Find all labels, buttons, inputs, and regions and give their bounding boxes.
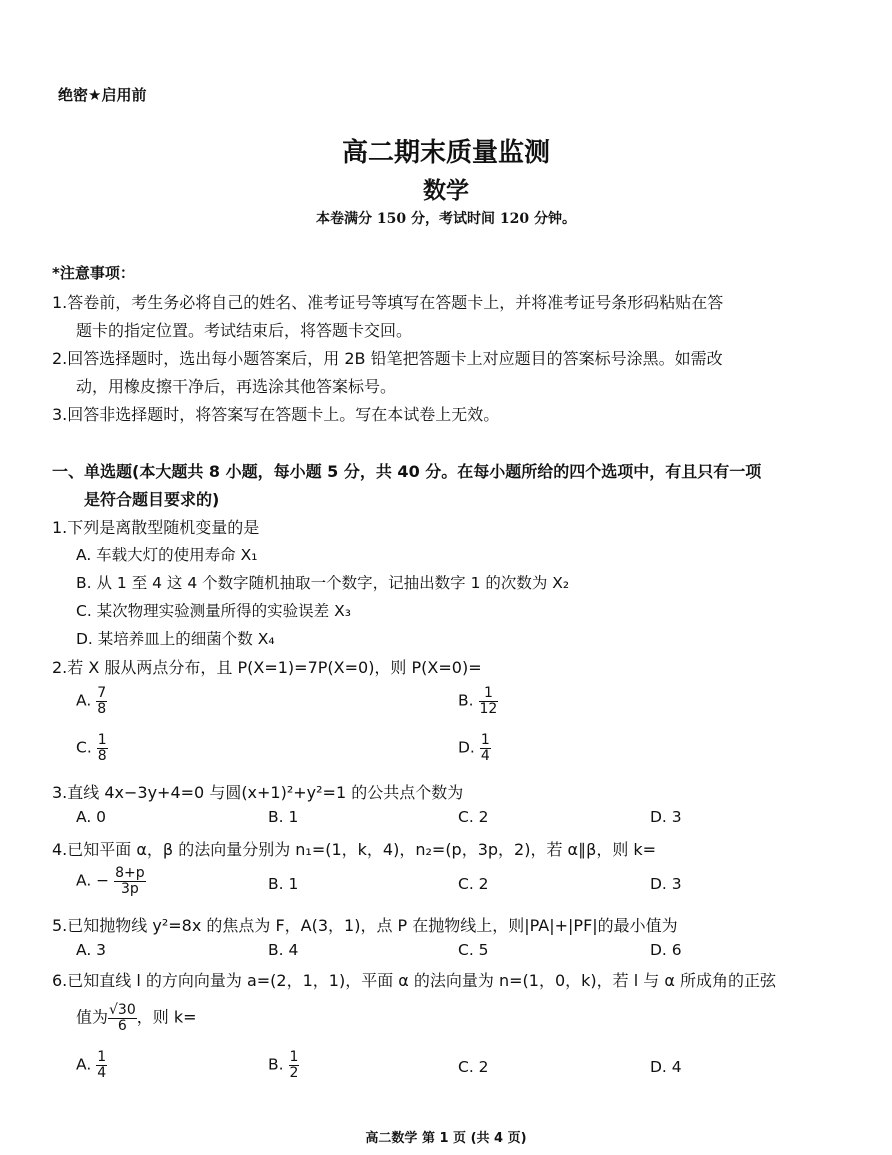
option-label: A. — [76, 1055, 92, 1074]
q5-option-c: C. 5 — [458, 941, 489, 959]
q5-option-d: D. 6 — [650, 941, 682, 959]
numerator: 1 — [479, 686, 499, 702]
note-line: 题卡的指定位置。考试结束后，将答题卡交回。 — [76, 321, 413, 340]
numerator: 7 — [97, 685, 107, 701]
note-line: 1.答卷前，考生务必将自己的姓名、准考证号等填写在答题卡上，并将准考证号条形码粘贴在答 — [52, 293, 724, 312]
fraction — [96, 1050, 107, 1080]
q1-option-b: B. 从 1 至 4 这 4 个数字随机抽取一个数字，记抽出数字 1 的次数为 X₂ — [76, 574, 570, 592]
q3-option-b: B. 1 — [268, 808, 299, 826]
option-label: A. − — [76, 871, 110, 890]
q5-option-a: A. 3 — [76, 941, 107, 959]
confidential-label: 绝密★启用前 — [58, 86, 147, 104]
q2-option-b — [458, 686, 498, 716]
q6-option-a — [76, 1050, 107, 1080]
denominator: 8 — [97, 747, 107, 764]
note-line: 2.回答选择题时，选出每小题答案后，用 2B 铅笔把答题卡上对应题目的答案标号涂黑。如需改 — [52, 349, 723, 368]
denominator: 8 — [97, 700, 107, 717]
note-line: 动，用橡皮擦干净后，再选涂其他答案标号。 — [76, 377, 397, 396]
question-2-stem: 2.若 X 服从两点分布，且 P(X=1)=7P(X=0)，则 P(X=0)= — [52, 658, 482, 677]
page-title: 高二期末质量监测 — [341, 138, 550, 168]
stem-text: 值为 — [76, 1007, 109, 1027]
numerator: 1 — [289, 1049, 299, 1065]
q2-option-c — [76, 733, 108, 763]
fraction — [114, 866, 146, 896]
q4-option-d: D. 3 — [650, 875, 682, 893]
q3-option-d: D. 3 — [650, 808, 682, 826]
section-heading-cont: 是符合题目要求的) — [84, 490, 220, 509]
fraction — [108, 1003, 137, 1033]
option-label: B. — [268, 1055, 284, 1074]
question-6-stem-cont — [76, 1003, 197, 1033]
q2-option-d — [458, 733, 491, 763]
q4-option-c: C. 2 — [458, 875, 489, 893]
q6-option-d: D. 4 — [650, 1058, 682, 1076]
denominator: 4 — [480, 747, 490, 764]
note-line: 3.回答非选择题时，将答案写在答题卡上。写在本试卷上无效。 — [52, 405, 500, 424]
q1-option-c: C. 某次物理实验测量所得的实验误差 X₃ — [76, 602, 351, 620]
numerator: 1 — [97, 1049, 107, 1065]
denominator: 4 — [97, 1064, 107, 1081]
q3-option-a: A. 0 — [76, 808, 107, 826]
numerator: 1 — [97, 732, 107, 748]
fraction — [480, 733, 491, 763]
q4-option-a — [76, 866, 146, 896]
denominator: 12 — [479, 700, 498, 717]
page-footer: 高二数学 第 1 页 (共 4 页) — [365, 1131, 527, 1146]
option-label: B. — [458, 691, 474, 710]
denominator: 6 — [117, 1017, 127, 1034]
notes-heading: *注意事项： — [52, 264, 135, 282]
option-label: D. — [458, 738, 475, 757]
question-5-stem: 5.已知抛物线 y²=8x 的焦点为 F，A(3，1)，点 P 在抛物线上，则|PA|+|PF|的最小值为 — [52, 916, 678, 935]
q6-option-c: C. 2 — [458, 1058, 489, 1076]
q6-option-b — [268, 1050, 299, 1080]
numerator: √30 — [109, 1002, 136, 1018]
q1-option-d: D. 某培养皿上的细菌个数 X₄ — [76, 630, 275, 648]
denominator: 2 — [289, 1064, 299, 1081]
question-6-stem: 6.已知直线 l 的方向向量为 a=(2，1，1)，平面 α 的法向量为 n=(1，0，k)，若 l 与 α 所成角的正弦 — [52, 971, 777, 990]
q3-option-c: C. 2 — [458, 808, 489, 826]
stem-text: ，则 k= — [136, 1007, 197, 1027]
question-3-stem: 3.直线 4x−3y+4=0 与圆(x+1)²+y²=1 的公共点个数为 — [52, 783, 464, 802]
q1-option-a: A. 车载大灯的使用寿命 X₁ — [76, 546, 258, 564]
q4-option-b: B. 1 — [268, 875, 299, 893]
question-4-stem: 4.已知平面 α，β 的法向量分别为 n₁=(1，k，4)，n₂=(p，3p，2)，若 α∥β，则 k= — [52, 840, 657, 859]
fraction — [289, 1050, 300, 1080]
option-label: C. — [76, 738, 92, 757]
q2-option-a — [76, 686, 107, 716]
denominator: 3p — [120, 880, 139, 897]
fraction — [96, 686, 107, 716]
subject-title: 数学 — [423, 177, 469, 204]
option-label: A. — [76, 691, 92, 710]
question-1-stem: 1.下列是离散型随机变量的是 — [52, 518, 260, 537]
fraction — [479, 686, 499, 716]
numerator: 1 — [480, 732, 490, 748]
exam-info: 本卷满分 150 分，考试时间 120 分钟。 — [316, 211, 576, 227]
q5-option-b: B. 4 — [268, 941, 299, 959]
fraction — [97, 733, 108, 763]
section-heading: 一、单选题(本大题共 8 小题，每小题 5 分，共 40 分。在每小题所给的四个选项中，有且只有一项 — [52, 462, 762, 481]
numerator: 8+p — [115, 865, 145, 881]
